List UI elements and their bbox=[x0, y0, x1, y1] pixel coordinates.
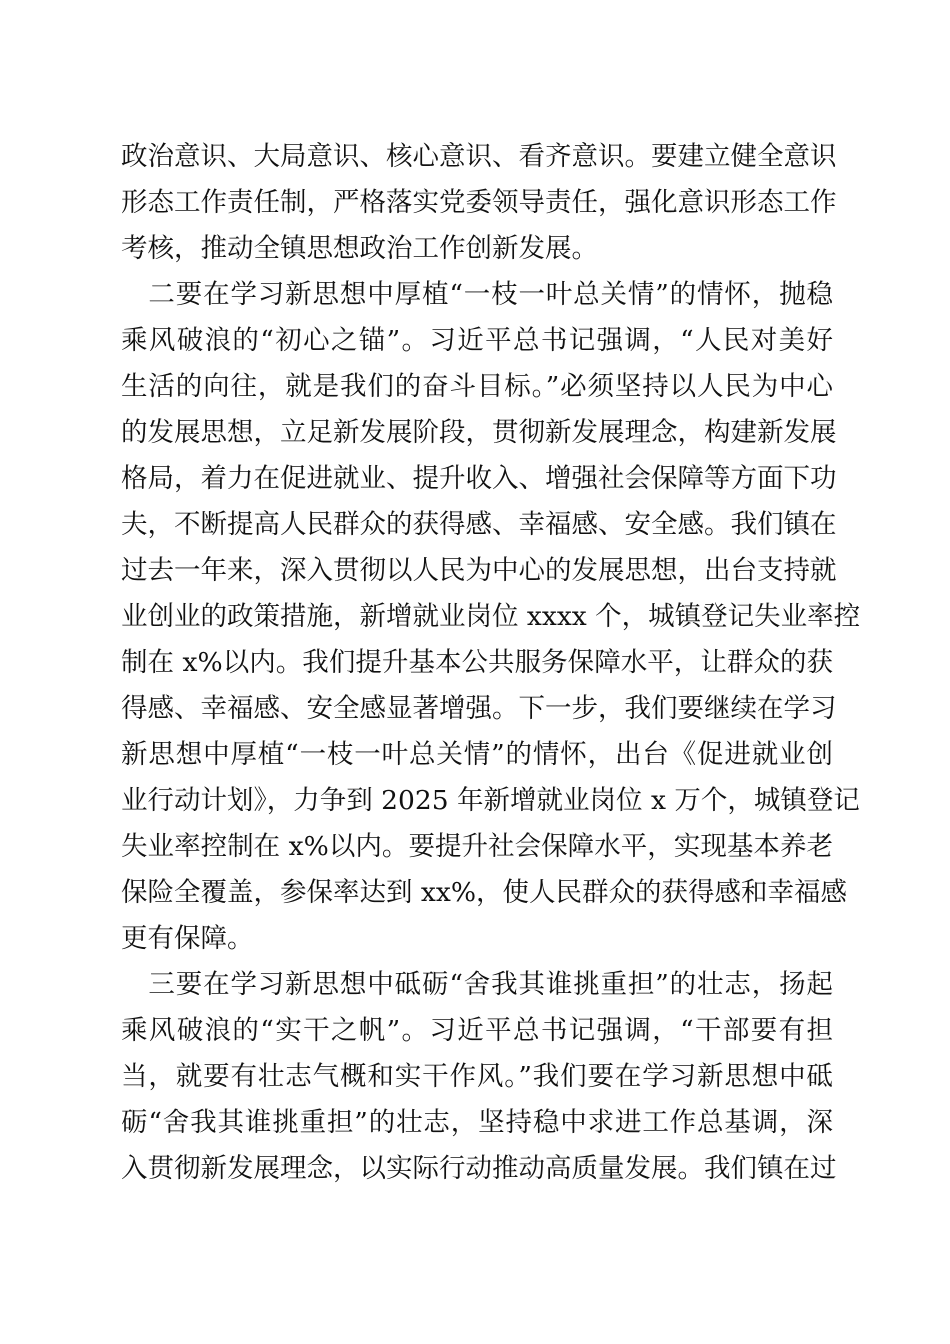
text-line: 得感、幸福感、安全感显著增强。下一步，我们要继续在学习 bbox=[121, 693, 837, 724]
text-line: 考核，推动全镇思想政治工作创新发展。 bbox=[121, 233, 598, 264]
text-line: 生活的向往，就是我们的奋斗目标。”必须坚持以人民为中心 bbox=[121, 371, 833, 402]
text-line: 政治意识、大局意识、核心意识、看齐意识。要建立健全意识 bbox=[121, 141, 837, 172]
text-line: 二要在学习新思想中厚植“一枝一叶总关情”的情怀，抛稳 bbox=[121, 279, 833, 310]
text-line: 失业率控制在 x%以内。要提升社会保障水平，实现基本养老 bbox=[121, 831, 833, 862]
text-line: 形态工作责任制，严格落实党委领导责任，强化意识形态工作 bbox=[121, 187, 837, 218]
body-text bbox=[121, 134, 861, 1192]
text-line: 格局，着力在促进就业、提升收入、增强社会保障等方面下功 bbox=[121, 463, 837, 494]
text-line: 新思想中厚植“一枝一叶总关情”的情怀，出台《促进就业创 bbox=[121, 739, 833, 770]
text-line: 的发展思想，立足新发展阶段，贯彻新发展理念，构建新发展 bbox=[121, 417, 837, 448]
text-line: 砺“舍我其谁挑重担”的壮志，坚持稳中求进工作总基调，深 bbox=[121, 1107, 833, 1138]
text-line: 乘风破浪的“初心之锚”。习近平总书记强调，“人民对美好 bbox=[121, 325, 833, 356]
text-line: 业行动计划》，力争到 2025 年新增就业岗位 x 万个，城镇登记 bbox=[121, 785, 860, 816]
text-line: 乘风破浪的“实干之帆”。习近平总书记强调，“干部要有担 bbox=[121, 1015, 833, 1046]
text-line: 过去一年来，深入贯彻以人民为中心的发展思想，出台支持就 bbox=[121, 555, 837, 586]
text-line: 三要在学习新思想中砥砺“舍我其谁挑重担”的壮志，扬起 bbox=[121, 969, 833, 1000]
text-line: 业创业的政策措施，新增就业岗位 xxxx 个，城镇登记失业率控 bbox=[121, 601, 861, 632]
text-line: 入贯彻新发展理念，以实际行动推动高质量发展。我们镇在过 bbox=[121, 1153, 837, 1184]
text-line: 更有保障。 bbox=[121, 923, 254, 954]
text-line: 当，就要有壮志气概和实干作风。”我们要在学习新思想中砥 bbox=[121, 1061, 833, 1092]
text-line: 制在 x%以内。我们提升基本公共服务保障水平，让群众的获 bbox=[121, 647, 833, 678]
text-line: 夫，不断提高人民群众的获得感、幸福感、安全感。我们镇在 bbox=[121, 509, 837, 540]
text-line: 保险全覆盖，参保率达到 xx%，使人民群众的获得感和幸福感 bbox=[121, 877, 847, 908]
